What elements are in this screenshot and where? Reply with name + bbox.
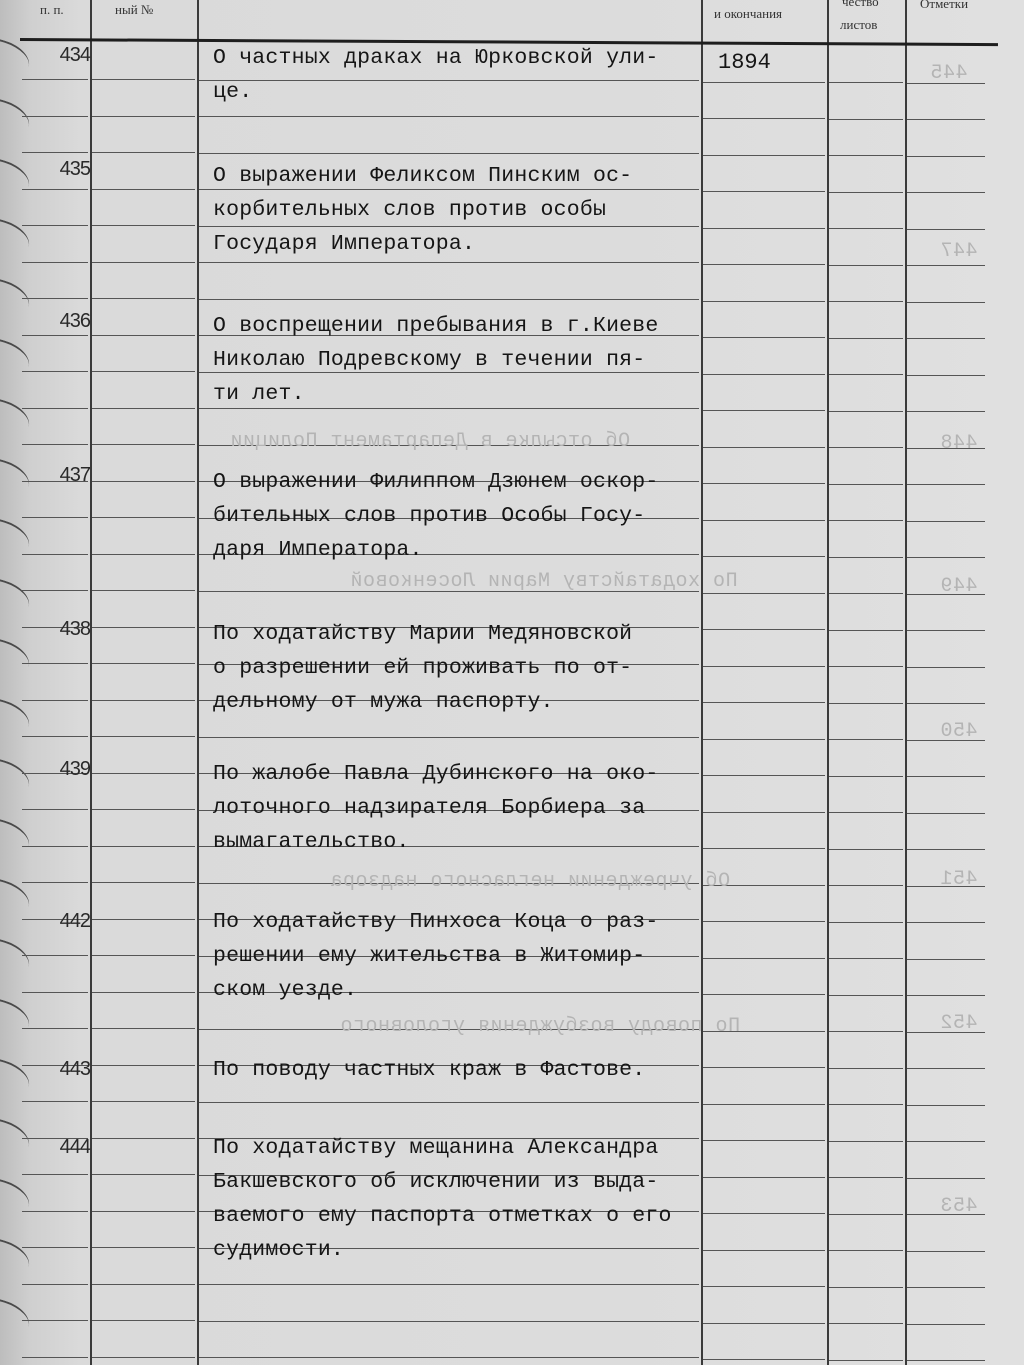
entry-number: 444 xyxy=(59,1136,90,1158)
ruled-line xyxy=(703,921,825,922)
ruled-line xyxy=(92,1101,195,1102)
ruled-line xyxy=(92,554,195,555)
entry-text: По ходатайству мещанина Александра xyxy=(213,1136,659,1160)
spiral-binding xyxy=(0,0,40,1365)
ruled-line xyxy=(22,1320,88,1321)
ruled-line xyxy=(829,666,903,667)
bleed-through-text: Об отсылке в Департамент Полиции xyxy=(230,430,631,453)
ruled-line xyxy=(829,739,903,740)
ruled-line xyxy=(92,773,195,774)
ruled-line xyxy=(703,775,825,776)
ruled-line xyxy=(22,335,88,336)
ruled-line xyxy=(907,667,985,668)
ruled-line xyxy=(199,299,699,300)
ruled-line xyxy=(829,520,903,521)
ruled-line xyxy=(22,663,88,664)
entry-text: вымагательство. xyxy=(213,830,410,854)
ruled-line xyxy=(703,520,825,521)
ruled-line xyxy=(92,1174,195,1175)
entry-text: решении ему жительства в Житомир- xyxy=(213,944,646,968)
ruled-line xyxy=(829,776,903,777)
ruled-line xyxy=(199,189,699,190)
ruled-line xyxy=(829,1068,903,1069)
ruled-line xyxy=(22,1211,88,1212)
ruled-line xyxy=(92,627,195,628)
entry-date: 1894 xyxy=(718,50,771,75)
ruled-line xyxy=(907,265,985,266)
bleed-through-text: 449 xyxy=(940,575,978,598)
ruled-line xyxy=(92,1320,195,1321)
ruled-line xyxy=(22,152,88,153)
ruled-line xyxy=(907,1068,985,1069)
entry-text: Николаю Подревскому в течении пя- xyxy=(213,348,646,372)
ruled-line xyxy=(22,736,88,737)
ruled-line xyxy=(92,736,195,737)
ruled-line xyxy=(907,849,985,850)
entry-text: даря Императора. xyxy=(213,538,423,562)
ruled-line xyxy=(829,1287,903,1288)
ruled-line xyxy=(907,1178,985,1179)
ruled-line xyxy=(22,992,88,993)
ruled-line xyxy=(199,153,699,154)
header-sheets-2: листов xyxy=(840,17,878,32)
column-rule xyxy=(905,0,907,1365)
ruled-line xyxy=(22,408,88,409)
ruled-line xyxy=(703,812,825,813)
ruled-line xyxy=(703,1323,825,1324)
ruled-line xyxy=(22,116,88,117)
ruled-line xyxy=(92,846,195,847)
ruled-line xyxy=(829,155,903,156)
ruled-line xyxy=(703,1250,825,1251)
ruled-line xyxy=(703,1104,825,1105)
header-case-number: ный № xyxy=(115,2,154,17)
entry-text: По жалобе Павла Дубинского на око- xyxy=(213,762,659,786)
ruled-line xyxy=(22,1028,88,1029)
ruled-line xyxy=(22,1247,88,1248)
ruled-line xyxy=(907,229,985,230)
ruled-line xyxy=(22,298,88,299)
ruled-line xyxy=(22,371,88,372)
ruled-line xyxy=(199,1321,699,1322)
ruled-line xyxy=(703,155,825,156)
entry-text: судимости. xyxy=(213,1238,345,1262)
ruled-line xyxy=(703,301,825,302)
ruled-line xyxy=(829,301,903,302)
ruled-line xyxy=(829,265,903,266)
ruled-line xyxy=(22,262,88,263)
bleed-through-text: 445 xyxy=(930,62,968,85)
ruled-line xyxy=(829,885,903,886)
entry-number: 436 xyxy=(59,310,90,332)
ruled-line xyxy=(829,1104,903,1105)
ruled-line xyxy=(703,629,825,630)
ruled-line xyxy=(829,1250,903,1251)
ruled-line xyxy=(829,228,903,229)
ruled-line xyxy=(703,593,825,594)
ruled-line xyxy=(829,338,903,339)
ruled-line xyxy=(92,809,195,810)
ruled-line xyxy=(907,557,985,558)
bleed-through-text: Об учреждении негласного надзора xyxy=(330,870,731,893)
entry-number: 437 xyxy=(59,464,90,486)
ruled-line xyxy=(22,79,88,80)
ruled-line xyxy=(703,739,825,740)
entry-number: 439 xyxy=(59,758,90,780)
entry-text: О частных дракax на Юрковской ули- xyxy=(213,46,659,70)
ruled-line xyxy=(92,1247,195,1248)
ruled-line xyxy=(703,1140,825,1141)
ruled-line xyxy=(22,225,88,226)
entry-text: Государя Императора. xyxy=(213,232,476,256)
ruled-line xyxy=(907,995,985,996)
ruled-line xyxy=(829,557,903,558)
ruled-line xyxy=(907,119,985,120)
ruled-line xyxy=(199,737,699,738)
bleed-through-text: По поводу возбуждения уголовного xyxy=(340,1015,741,1038)
ruled-line xyxy=(92,1357,195,1358)
ruled-line xyxy=(703,1067,825,1068)
bleed-through-text: По ходатайству Марии Лосенковой xyxy=(350,570,738,593)
bleed-through-text: 447 xyxy=(940,240,978,263)
ruled-line xyxy=(22,1101,88,1102)
ruled-line xyxy=(92,152,195,153)
entry-number: 438 xyxy=(59,618,90,640)
bleed-through-text: 452 xyxy=(940,1012,978,1035)
ruled-line xyxy=(22,846,88,847)
ruled-line xyxy=(22,590,88,591)
ruled-line xyxy=(22,882,88,883)
ruled-line xyxy=(907,375,985,376)
ruled-line xyxy=(829,1214,903,1215)
ruled-line xyxy=(829,849,903,850)
header-number: п. п. xyxy=(40,2,64,17)
ruled-line xyxy=(92,371,195,372)
ruled-line xyxy=(907,1105,985,1106)
entry-text: Бакшевского об исключении из выда- xyxy=(213,1170,659,1194)
ruled-line xyxy=(829,995,903,996)
ruled-line xyxy=(199,408,699,409)
ruled-line xyxy=(703,410,825,411)
bleed-through-text: 450 xyxy=(940,720,978,743)
ruled-line xyxy=(199,80,699,81)
ruled-line xyxy=(829,374,903,375)
ruled-line xyxy=(829,447,903,448)
ruled-line xyxy=(92,298,195,299)
ruled-line xyxy=(22,809,88,810)
entry-text: дельному от мужа паспорту. xyxy=(213,690,554,714)
ruled-line xyxy=(92,517,195,518)
ruled-line xyxy=(22,1174,88,1175)
ruled-line xyxy=(703,1213,825,1214)
bleed-through-text: 448 xyxy=(940,432,978,455)
ruled-line xyxy=(199,1357,699,1358)
ruled-line xyxy=(92,116,195,117)
ruled-line xyxy=(703,702,825,703)
header-dates: и окончания xyxy=(714,6,783,21)
ruled-line xyxy=(92,955,195,956)
ruled-line xyxy=(92,919,195,920)
ruled-line xyxy=(829,703,903,704)
ruled-line xyxy=(92,590,195,591)
entry-text: ти лет. xyxy=(213,382,305,406)
ruled-line xyxy=(22,1284,88,1285)
ruled-line xyxy=(22,517,88,518)
ruled-line xyxy=(703,82,825,83)
entry-text: По ходатайству Марии Медяновской xyxy=(213,622,633,646)
ruled-line xyxy=(703,118,825,119)
ruled-line xyxy=(829,812,903,813)
ruled-line xyxy=(92,1028,195,1029)
ruled-line xyxy=(907,1141,985,1142)
ruled-line xyxy=(829,1360,903,1361)
entry-text: По ходатайству Пинхоса Коца о раз- xyxy=(213,910,659,934)
header-notes: Отметки xyxy=(920,0,969,11)
ruled-line xyxy=(907,813,985,814)
ruled-line xyxy=(703,848,825,849)
ruled-line xyxy=(703,994,825,995)
entry-number: 443 xyxy=(59,1058,90,1080)
entry-text: По поводу частных краж в Фастове. xyxy=(213,1058,646,1082)
ruled-line xyxy=(92,408,195,409)
ruled-line xyxy=(92,992,195,993)
entry-text: о разрешении ей проживать по от- xyxy=(213,656,633,680)
ruled-line xyxy=(703,374,825,375)
ruled-line xyxy=(703,228,825,229)
ruled-line xyxy=(199,1102,699,1103)
entry-text: ваемого ему паспорта отметках о его xyxy=(213,1204,672,1228)
ruled-line xyxy=(829,630,903,631)
ruled-line xyxy=(703,447,825,448)
ruled-line xyxy=(22,700,88,701)
ruled-line xyxy=(703,483,825,484)
ruled-line xyxy=(907,484,985,485)
bleed-through-text: 453 xyxy=(940,1195,978,1218)
ruled-line xyxy=(22,1357,88,1358)
column-rule xyxy=(90,0,92,1365)
ruled-line xyxy=(22,189,88,190)
ruled-line xyxy=(907,521,985,522)
ruled-line xyxy=(92,335,195,336)
ruled-line xyxy=(829,1141,903,1142)
column-rule xyxy=(827,0,829,1365)
ruled-line xyxy=(829,922,903,923)
entry-number: 434 xyxy=(59,44,90,66)
ruled-line xyxy=(907,156,985,157)
entry-text: лоточного надзирателя Борбиера за xyxy=(213,796,646,820)
ruled-line xyxy=(92,1065,195,1066)
ruled-line xyxy=(907,338,985,339)
entry-number: 442 xyxy=(59,910,90,932)
ruled-line xyxy=(92,444,195,445)
ruled-line xyxy=(92,663,195,664)
ruled-line xyxy=(703,1177,825,1178)
bleed-through-text: 451 xyxy=(940,868,978,891)
header-rule xyxy=(20,38,998,46)
ruled-line xyxy=(829,192,903,193)
ruled-line xyxy=(907,630,985,631)
ruled-line xyxy=(907,1324,985,1325)
column-rule xyxy=(701,0,703,1365)
ruled-line xyxy=(829,1177,903,1178)
ruled-line xyxy=(829,411,903,412)
ruled-line xyxy=(907,776,985,777)
ruled-line xyxy=(92,262,195,263)
ruled-line xyxy=(907,922,985,923)
ruled-line xyxy=(703,337,825,338)
ruled-line xyxy=(92,481,195,482)
ruled-line xyxy=(703,1286,825,1287)
ruled-line xyxy=(829,82,903,83)
ruled-line xyxy=(907,703,985,704)
ruled-line xyxy=(92,882,195,883)
entry-text: бительных слов против Особы Госу- xyxy=(213,504,646,528)
ruled-line xyxy=(907,411,985,412)
ruled-line xyxy=(92,189,195,190)
ruled-line xyxy=(703,666,825,667)
ruled-line xyxy=(22,554,88,555)
ruled-line xyxy=(22,444,88,445)
ruled-line xyxy=(703,556,825,557)
ruled-line xyxy=(92,225,195,226)
ruled-line xyxy=(703,958,825,959)
ruled-line xyxy=(199,226,699,227)
ruled-line xyxy=(92,1138,195,1139)
ruled-line xyxy=(92,1211,195,1212)
ruled-line xyxy=(199,262,699,263)
ruled-line xyxy=(92,1284,195,1285)
entry-text: О выражении Филиппом Дзюнем оскор- xyxy=(213,470,659,494)
ruled-line xyxy=(829,119,903,120)
ruled-line xyxy=(829,1323,903,1324)
entry-text: це. xyxy=(213,80,253,104)
ruled-line xyxy=(907,302,985,303)
ruled-line xyxy=(907,959,985,960)
entry-text: О воспрещении пребывания в г.Киеве xyxy=(213,314,659,338)
ruled-line xyxy=(199,372,699,373)
ruled-line xyxy=(829,593,903,594)
ruled-line xyxy=(907,192,985,193)
header-sheets-1: чество xyxy=(842,0,879,9)
ruled-line xyxy=(22,955,88,956)
ruled-line xyxy=(703,264,825,265)
column-rule xyxy=(197,0,199,1365)
ruled-line xyxy=(907,1287,985,1288)
ruled-line xyxy=(829,958,903,959)
entry-text: корбительных слов против особы xyxy=(213,198,607,222)
entry-text: О выражении Феликсом Пинским ос- xyxy=(213,164,633,188)
ruled-line xyxy=(703,191,825,192)
ruled-line xyxy=(199,1284,699,1285)
ruled-line xyxy=(92,79,195,80)
ruled-line xyxy=(829,1031,903,1032)
ruled-line xyxy=(907,1360,985,1361)
ruled-line xyxy=(703,1359,825,1360)
entry-text: ском уезде. xyxy=(213,978,358,1002)
ruled-line xyxy=(907,1251,985,1252)
ruled-line xyxy=(829,484,903,485)
ruled-line xyxy=(92,700,195,701)
ruled-line xyxy=(199,116,699,117)
entry-number: 435 xyxy=(59,158,90,180)
